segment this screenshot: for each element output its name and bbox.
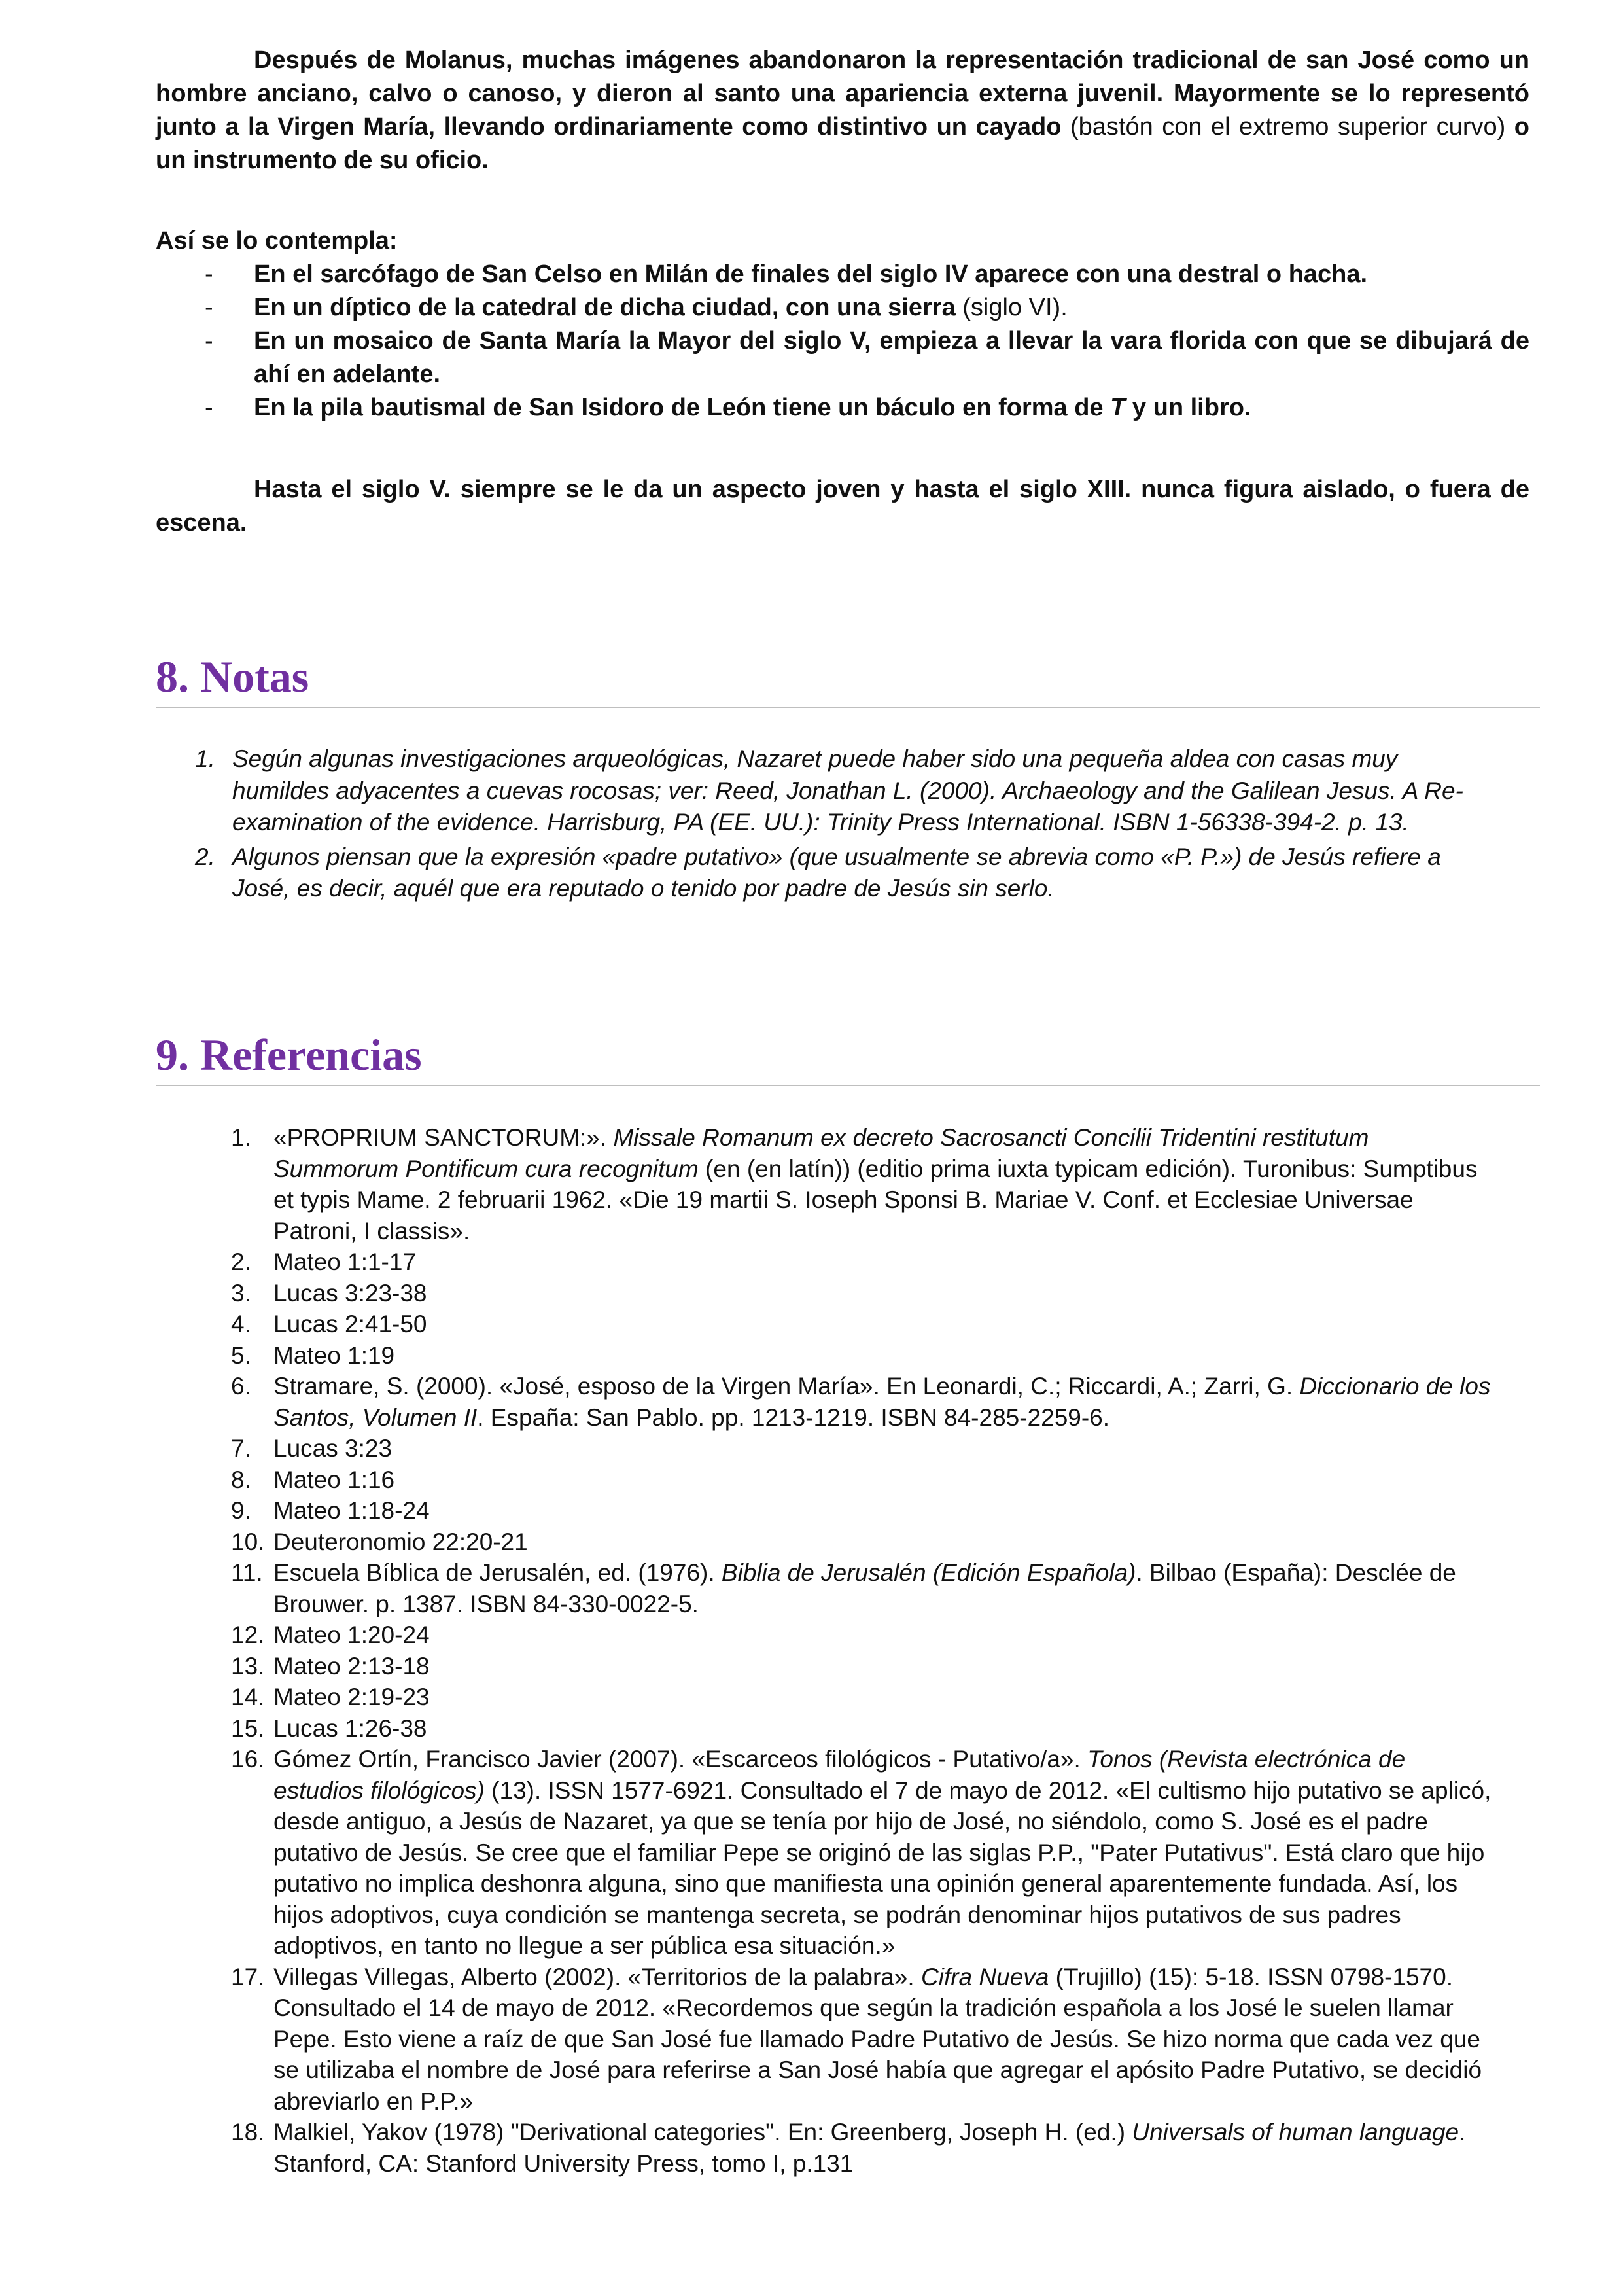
- list-item: [156, 325, 1529, 391]
- list-item: [156, 1619, 1497, 1651]
- ref-number: 13.: [231, 1652, 265, 1680]
- intro-text: Después de Molanus, muchas imágenes abandonaron la representación tradicional de san José como un hombre anciano, calvo o canoso, y dieron al santo una apariencia externa juvenil. Mayormente se lo representó junto a la Virgen María, llevando ordinariamente como distintivo un cayado: [156, 46, 1529, 141]
- ref-text: Mateo 2:13-18: [273, 1652, 430, 1680]
- ref-text-end: . Stanford, CA: Stanford University Press, tomo I, p.131: [273, 2119, 1466, 2177]
- ref-title: Biblia de Jerusalén (Edición Española): [721, 1559, 1136, 1586]
- ref-number: 6.: [231, 1373, 251, 1400]
- note-number: 1.: [195, 745, 215, 772]
- ref-text: Mateo 1:16: [273, 1466, 395, 1493]
- list-item: [156, 1371, 1497, 1433]
- ref-text: Lucas 1:26-38: [273, 1714, 427, 1742]
- ref-number: 5.: [231, 1341, 251, 1369]
- ref-number: 18.: [231, 2119, 265, 2146]
- ref-number: 4.: [231, 1311, 251, 1337]
- ref-number: 8.: [231, 1466, 251, 1493]
- list-item: [156, 1246, 1497, 1278]
- ref-title: Tonos (Revista electrónica de estudios filológicos): [273, 1746, 1406, 1804]
- ref-title: Missale Romanum ex decreto Sacrosancti Concilii Tridentini restitutum Summorum Pontificum cura recognitum: [273, 1124, 1369, 1182]
- bullet-text-italic: T: [1110, 394, 1126, 421]
- ref-number: 15.: [231, 1714, 265, 1742]
- ref-text: Escuela Bíblica de Jerusalén, ed. (1976).: [273, 1559, 722, 1586]
- list-item: [156, 841, 1497, 905]
- bullet-text-normal: (siglo VI).: [962, 294, 1068, 321]
- ref-text: Lucas 3:23: [273, 1435, 393, 1462]
- ref-text: Malkiel, Yakov (1978) "Derivational categories". En: Greenberg, Joseph H. (ed.): [273, 2119, 1132, 2146]
- ref-text: «PROPRIUM SANCTORUM:».: [273, 1124, 614, 1151]
- bullet-text: En la pila bautismal de San Isidoro de León tiene un báculo en forma de: [254, 394, 1111, 421]
- bullet-text: En un mosaico de Santa María la Mayor del siglo V, empieza a llevar la vara florida con que se dibujará de ahí en adelante.: [254, 327, 1529, 388]
- ref-number: 3.: [231, 1279, 251, 1307]
- intro-text-end: o un instrumento de su oficio.: [156, 113, 1529, 174]
- list-item: [156, 1433, 1497, 1464]
- list-item: [156, 291, 1529, 325]
- hasta-paragraph: [156, 473, 1529, 540]
- list-item: [156, 258, 1529, 291]
- ref-text: Mateo 1:20-24: [273, 1621, 430, 1648]
- ref-text-end: . España: San Pablo. pp. 1213-1219. ISBN 84-285-2259-6.: [477, 1404, 1110, 1431]
- ref-number: 11.: [231, 1559, 263, 1586]
- ref-title: Diccionario de los Santos, Volumen II: [273, 1373, 1491, 1431]
- list-item: [156, 1278, 1497, 1309]
- ref-text: Mateo 1:19: [273, 1341, 395, 1369]
- note-text: Según algunas investigaciones arqueológicas, Nazaret puede haber sido una pequeña aldea con casas muy humildes adyacentes a cuevas rocosas; ver: Reed, Jonathan L. (2000). Archaeology and the Galilean Jesus. A Re-examination of the evidence. Harrisburg, PA (EE. UU.): Trinity Press International. ISBN 1-56338-394-2. p. 13.: [232, 745, 1463, 836]
- ref-number: 17.: [231, 1963, 265, 1990]
- section-heading-referencias: 9. Referencias: [156, 1029, 1540, 1086]
- ref-title: Universals of human language: [1132, 2119, 1459, 2146]
- bullet-dash: -: [205, 394, 213, 421]
- asi-text: Así se lo contempla:: [156, 227, 398, 255]
- note-number: 2.: [195, 843, 215, 870]
- references-list: [156, 1122, 1497, 2179]
- list-item: [156, 1309, 1497, 1340]
- ref-title: Cifra Nueva: [921, 1963, 1049, 1990]
- bullet-text-end: y un libro.: [1125, 394, 1251, 421]
- ref-number: 2.: [231, 1248, 251, 1275]
- ref-number: 1.: [231, 1124, 251, 1151]
- ref-number: 12.: [231, 1621, 265, 1648]
- note-text: Algunos piensan que la expresión «padre putativo» (que usualmente se abrevia como «P. P.») de Jesús refiere a José, es decir, aquél que era reputado o tenido por padre de Jesús sin serlo.: [232, 843, 1441, 902]
- ref-number: 10.: [231, 1528, 265, 1555]
- asi-paragraph: [156, 224, 1529, 258]
- ref-text-end: (Trujillo) (15): 5-18. ISSN 0798-1570. Consultado el 14 de mayo de 2012. «Recordemos que según la tradición española a los José le suelen llamar Pepe. Esto viene a raíz de que San José fue llamado Padre Putativo de Jesús. Se hizo norma que cada vez que se utilizaba el nombre de José para referirse a San José había que agregar el apósito Padre Putativo, se decidió abreviarlo en P.P.»: [273, 1963, 1482, 2115]
- list-item: [156, 1464, 1497, 1496]
- list-item: [156, 1527, 1497, 1558]
- list-item: [156, 1744, 1497, 1962]
- list-item: [156, 1682, 1497, 1713]
- list-item: [156, 1651, 1497, 1682]
- bullet-dash: -: [205, 327, 213, 355]
- ref-text: Mateo 2:19-23: [273, 1684, 430, 1710]
- ref-text: Lucas 3:23-38: [273, 1279, 427, 1307]
- list-item: [156, 1962, 1497, 2117]
- ref-number: 16.: [231, 1746, 265, 1773]
- ref-text: Villegas Villegas, Alberto (2002). «Territorios de la palabra».: [273, 1963, 921, 1990]
- list-item: [156, 1122, 1497, 1246]
- ref-text: Deuteronomio 22:20-21: [273, 1528, 528, 1555]
- ref-number: 14.: [231, 1684, 265, 1710]
- bullet-dash: -: [205, 260, 213, 288]
- ref-text-end: . Bilbao (España): Desclée de Brouwer. p. 1387. ISBN 84-330-0022-5.: [273, 1559, 1456, 1617]
- ref-number: 7.: [231, 1435, 251, 1462]
- intro-parenthetical: (bastón con el extremo superior curvo): [1070, 113, 1506, 141]
- list-item: [156, 2117, 1497, 2179]
- section-heading-notas: 8. Notas: [156, 650, 1540, 708]
- ref-text: Mateo 1:18-24: [273, 1497, 430, 1524]
- ref-text: Mateo 1:1-17: [273, 1248, 417, 1275]
- hasta-text: Hasta el siglo V. siempre se le da un aspecto joven y hasta el siglo XIII. nunca figura aislado, o fuera de escena.: [156, 476, 1529, 537]
- ref-text-end: (en (en latín)) (editio prima iuxta typicam edición). Turonibus: Sumptibus et typis Mame. 2 februarii 1962. «Die 19 martii S. Ioseph Sponsi B. Mariae V. Conf. et Ecclesiae Universae Patroni, I classis».: [273, 1155, 1478, 1245]
- bullet-dash: -: [205, 294, 213, 321]
- list-item: [156, 743, 1497, 839]
- list-item: [156, 1557, 1497, 1619]
- bullet-text: En el sarcófago de San Celso en Milán de finales del siglo IV aparece con una destral o hacha.: [254, 260, 1368, 288]
- bullet-text: En un díptico de la catedral de dicha ciudad, con una sierra: [254, 294, 963, 321]
- ref-text-end: (13). ISSN 1577-6921. Consultado el 7 de mayo de 2012. «El cultismo hijo putativo se aplicó, desde antiguo, a Jesús de Nazaret, ya que se tenía por hijo de José, no siéndolo, como S. José es el padre putativo de Jesús. Se cree que el familiar Pepe se originó de las siglas P.P., "Pater Putativus". Está claro que hijo putativo no implica deshonra alguna, sino que manifiesta una opinión general aparentemente fundada. Así, los hijos adoptivos, cuya condición se mantenga secreta, se podrán denominar hijos putativos de sus padres adoptivos, en tanto no llegue a ser pública esa situación.»: [273, 1776, 1492, 1959]
- ref-text: Stramare, S. (2000). «José, esposo de la Virgen María». En Leonardi, C.; Riccardi, A.; Zarri, G.: [273, 1373, 1300, 1400]
- list-item: [156, 1340, 1497, 1371]
- notes-list: [156, 743, 1497, 905]
- list-item: [156, 391, 1529, 425]
- list-item: [156, 1495, 1497, 1527]
- list-item: [156, 1713, 1497, 1744]
- ref-number: 9.: [231, 1497, 251, 1524]
- ref-text: Lucas 2:41-50: [273, 1311, 427, 1337]
- intro-paragraph: [156, 44, 1529, 177]
- ref-text: Gómez Ortín, Francisco Javier (2007). «Escarceos filológicos - Putativo/a».: [273, 1746, 1088, 1773]
- bullet-list: [156, 258, 1529, 425]
